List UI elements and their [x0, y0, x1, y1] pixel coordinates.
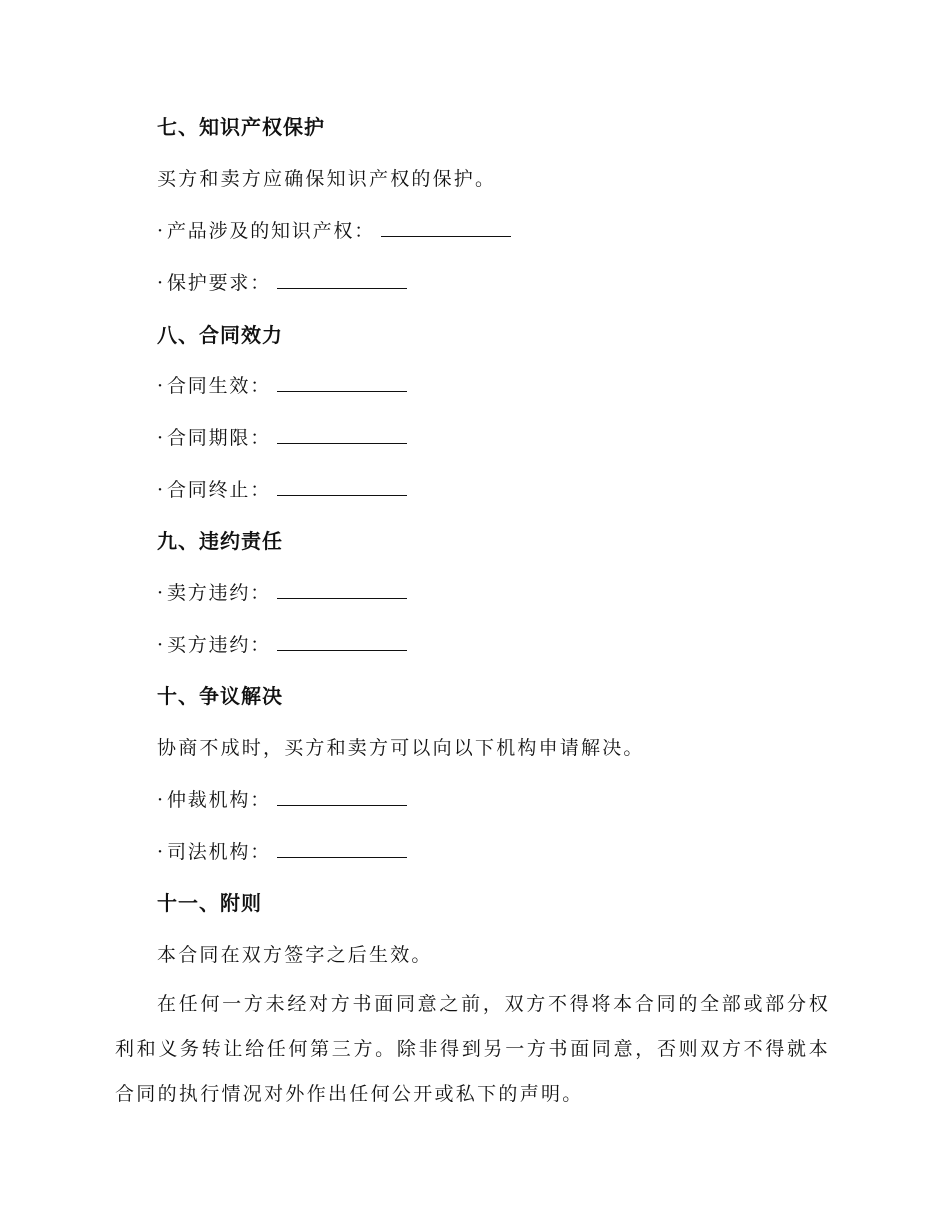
- validity-item-term: [157, 425, 407, 451]
- field-label: 仲裁机构：: [167, 789, 272, 811]
- field-label: 卖方违约：: [167, 582, 272, 604]
- field-label: 保护要求：: [167, 272, 272, 294]
- section-heading-breach: 九、违约责任: [157, 529, 283, 553]
- field-label: 买方违约：: [167, 634, 272, 656]
- bullet: ·: [157, 375, 165, 397]
- bullet: ·: [157, 841, 165, 863]
- section-heading-validity: 八、合同效力: [157, 323, 283, 347]
- validity-item-termination: [157, 477, 407, 503]
- fill-in-blank[interactable]: [277, 787, 407, 806]
- fill-in-blank[interactable]: [381, 218, 511, 237]
- breach-item-seller: [157, 580, 407, 606]
- bullet: ·: [157, 272, 165, 294]
- ip-item-property: [157, 218, 511, 244]
- fill-in-blank[interactable]: [277, 580, 407, 599]
- section-heading-supplementary: 十一、附则: [157, 891, 262, 915]
- field-label: 司法机构：: [167, 841, 272, 863]
- section-heading-dispute: 十、争议解决: [157, 684, 283, 708]
- dispute-intro: 协商不成时，买方和卖方可以向以下机构申请解决。: [157, 737, 645, 759]
- bullet: ·: [157, 789, 165, 811]
- field-label: 合同生效：: [167, 375, 272, 397]
- fill-in-blank[interactable]: [277, 373, 407, 392]
- bullet: ·: [157, 634, 165, 656]
- supplementary-intro: 本合同在双方签字之后生效。: [157, 944, 433, 966]
- fill-in-blank[interactable]: [277, 632, 407, 651]
- dispute-item-arbitration: [157, 787, 407, 813]
- section-heading-ip: 七、知识产权保护: [157, 115, 325, 139]
- fill-in-blank[interactable]: [277, 839, 407, 858]
- field-label: 合同期限：: [167, 427, 272, 449]
- bullet: ·: [157, 427, 165, 449]
- fill-in-blank[interactable]: [277, 425, 407, 444]
- fill-in-blank[interactable]: [277, 270, 407, 289]
- bullet: ·: [157, 220, 165, 242]
- validity-item-effective: [157, 373, 407, 399]
- dispute-item-judicial: [157, 839, 407, 865]
- breach-item-buyer: [157, 632, 407, 658]
- supplementary-paragraph: 在任何一方未经对方书面同意之前，双方不得将本合同的全部或部分权利和义务转让给任何第三方。除非得到另一方书面同意，否则双方不得就本合同的执行情况对外作出任何公开或私下的声明。: [115, 993, 830, 1105]
- ip-item-requirements: [157, 270, 407, 296]
- bullet: ·: [157, 582, 165, 604]
- field-label: 合同终止：: [167, 479, 272, 501]
- ip-intro: 买方和卖方应确保知识产权的保护。: [157, 168, 497, 190]
- fill-in-blank[interactable]: [277, 477, 407, 496]
- bullet: ·: [157, 479, 165, 501]
- field-label: 产品涉及的知识产权：: [167, 220, 376, 242]
